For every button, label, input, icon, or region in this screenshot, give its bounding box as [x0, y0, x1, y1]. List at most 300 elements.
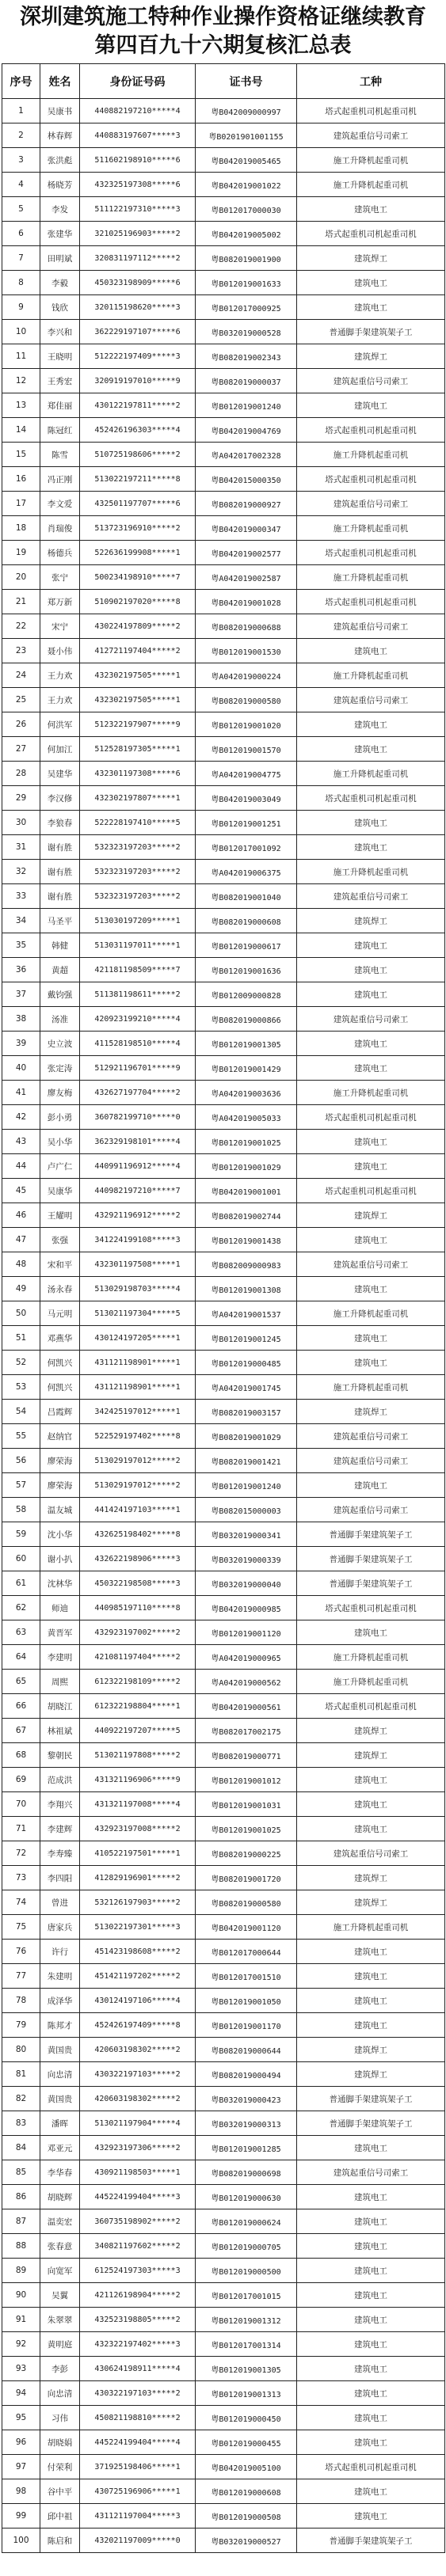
cell-job-type: 建筑电工 — [297, 1473, 445, 1498]
cell-seq: 57 — [2, 1473, 40, 1498]
table-row — [2, 835, 445, 860]
cell-cert-number: 粤B0201901001155 — [196, 123, 297, 148]
cell-id-number: 432325197308*****6 — [80, 173, 196, 197]
cell-job-type: 建筑起重信号司索工 — [297, 492, 445, 516]
cell-name: 冯正刚 — [40, 467, 80, 492]
cell-name: 张宁 — [40, 565, 80, 590]
cell-id-number: 513029197012*****2 — [80, 1449, 196, 1473]
table-row — [2, 1743, 445, 1768]
cell-seq: 23 — [2, 639, 40, 663]
cell-id-number: 412829196901*****2 — [80, 1866, 196, 1890]
cell-id-number: 511602198910*****6 — [80, 148, 196, 173]
cell-job-type: 建筑焊工 — [297, 1743, 445, 1768]
cell-job-type: 塔式起重机司机起重司机 — [297, 467, 445, 492]
cell-cert-number: 粤B012017001015 — [196, 2283, 297, 2308]
cell-job-type: 施工升降机起重司机 — [297, 860, 445, 884]
table-row — [2, 2455, 445, 2479]
table-row — [2, 2259, 445, 2283]
table-row — [2, 418, 445, 443]
cell-cert-number: 粤B012019001313 — [196, 2381, 297, 2406]
cell-job-type: 塔式起重机司机起重司机 — [297, 541, 445, 565]
table-row — [2, 1890, 445, 1915]
cell-id-number: 451423198608*****2 — [80, 1940, 196, 1964]
table-header — [2, 64, 445, 99]
cell-cert-number: 粤B032019000527 — [196, 2529, 297, 2553]
cell-cert-number: 粤B012017001510 — [196, 1964, 297, 1989]
cell-seq: 30 — [2, 811, 40, 835]
cell-id-number: 371925198406*****1 — [80, 2455, 196, 2479]
cell-seq: 81 — [2, 2062, 40, 2087]
cell-id-number: 421126198904*****2 — [80, 2283, 196, 2308]
cell-seq: 64 — [2, 1645, 40, 1670]
cell-id-number: 340821197602*****2 — [80, 2234, 196, 2259]
table-row — [2, 2038, 445, 2062]
cell-name: 黄国贵 — [40, 2038, 80, 2062]
cell-name: 杨晓芳 — [40, 173, 80, 197]
cell-id-number: 420603198302*****2 — [80, 2038, 196, 2062]
cell-cert-number: 粤B012019001429 — [196, 1056, 297, 1081]
cell-name: 温奕宏 — [40, 2209, 80, 2234]
cell-seq: 46 — [2, 1203, 40, 1228]
cell-cert-number: 粤B082019001421 — [196, 1449, 297, 1473]
cell-seq: 87 — [2, 2209, 40, 2234]
table-row — [2, 1817, 445, 1841]
table-row — [2, 516, 445, 541]
table-row — [2, 1571, 445, 1596]
cell-name: 彭小勇 — [40, 1105, 80, 1130]
cell-job-type: 建筑起重信号司索工 — [297, 1252, 445, 1277]
cell-id-number: 432627197704*****2 — [80, 1081, 196, 1105]
cell-seq: 37 — [2, 982, 40, 1007]
cell-id-number: 430124197205*****1 — [80, 1326, 196, 1351]
cell-job-type: 建筑电工 — [297, 982, 445, 1007]
cell-job-type: 建筑电工 — [297, 1228, 445, 1252]
cell-seq: 67 — [2, 1719, 40, 1743]
cell-job-type: 建筑电工 — [297, 2406, 445, 2430]
cell-cert-number: 粤B082019002343 — [196, 344, 297, 369]
cell-job-type: 建筑焊工 — [297, 2038, 445, 2062]
cell-seq: 77 — [2, 1964, 40, 1989]
cell-seq: 98 — [2, 2479, 40, 2504]
cell-cert-number: 粤B042019000347 — [196, 516, 297, 541]
cell-seq: 100 — [2, 2529, 40, 2553]
cell-cert-number: 粤B082019003157 — [196, 1400, 297, 1424]
cell-cert-number: 粤B012019001012 — [196, 1768, 297, 1792]
cell-job-type: 建筑电工 — [297, 737, 445, 762]
table-row — [2, 1449, 445, 1473]
cell-cert-number: 粤B012019001031 — [196, 1792, 297, 1817]
cell-job-type: 建筑起重信号司索工 — [297, 614, 445, 639]
table-row — [2, 1105, 445, 1130]
cell-cert-number: 粤B032019000313 — [196, 2111, 297, 2136]
cell-seq: 99 — [2, 2504, 40, 2529]
table-row — [2, 173, 445, 197]
cell-cert-number: 粤B042019005465 — [196, 148, 297, 173]
cell-id-number: 431321196906*****9 — [80, 1768, 196, 1792]
cell-cert-number: 粤A042019006375 — [196, 860, 297, 884]
cell-id-number: 510902197020*****8 — [80, 590, 196, 614]
table-row — [2, 2430, 445, 2455]
cell-job-type: 施工升降机起重司机 — [297, 148, 445, 173]
cell-name: 吴翼 — [40, 2283, 80, 2308]
cell-job-type: 建筑焊工 — [297, 1400, 445, 1424]
table-row — [2, 590, 445, 614]
cell-job-type: 普通脚手架建筑架子工 — [297, 1522, 445, 1547]
cell-name: 李寿臻 — [40, 1841, 80, 1866]
cell-job-type: 建筑起重信号司索工 — [297, 2160, 445, 2185]
cell-job-type: 施工升降机起重司机 — [297, 663, 445, 688]
cell-seq: 45 — [2, 1179, 40, 1203]
cell-id-number: 430725196906*****1 — [80, 2479, 196, 2504]
cell-job-type: 建筑起重信号司索工 — [297, 1498, 445, 1522]
cell-name: 郑万新 — [40, 590, 80, 614]
cell-name: 林春辉 — [40, 123, 80, 148]
cell-job-type: 建筑焊工 — [297, 909, 445, 933]
cell-cert-number: 粤B082019000037 — [196, 369, 297, 393]
cell-job-type: 建筑焊工 — [297, 1890, 445, 1915]
roster-table — [2, 63, 445, 2553]
cell-job-type: 建筑电工 — [297, 2430, 445, 2455]
cell-name: 朱翠翠 — [40, 2308, 80, 2332]
cell-seq: 55 — [2, 1424, 40, 1449]
cell-id-number: 432302197807*****1 — [80, 786, 196, 811]
cell-id-number: 432301197308*****6 — [80, 762, 196, 786]
cell-name: 李兴和 — [40, 320, 80, 344]
cell-id-number: 532323197203*****2 — [80, 884, 196, 909]
cell-name: 谢有胜 — [40, 835, 80, 860]
cell-job-type: 建筑起重信号司索工 — [297, 884, 445, 909]
table-row — [2, 99, 445, 123]
cell-id-number: 532323197203*****2 — [80, 860, 196, 884]
cell-name: 胡晓娟 — [40, 2430, 80, 2455]
cell-cert-number: 粤B082019000608 — [196, 909, 297, 933]
cell-seq: 91 — [2, 2308, 40, 2332]
cell-job-type: 塔式起重机司机起重司机 — [297, 222, 445, 246]
cell-seq: 28 — [2, 762, 40, 786]
cell-seq: 78 — [2, 1989, 40, 2013]
table-row — [2, 271, 445, 295]
cell-id-number: 432923197008*****2 — [80, 1817, 196, 1841]
cell-seq: 11 — [2, 344, 40, 369]
cell-cert-number: 粤B082019001029 — [196, 1424, 297, 1449]
cell-id-number: 532323197203*****2 — [80, 835, 196, 860]
cell-seq: 26 — [2, 712, 40, 737]
cell-id-number: 432625198402*****8 — [80, 1522, 196, 1547]
cell-id-number: 440985197110*****8 — [80, 1596, 196, 1620]
cell-seq: 38 — [2, 1007, 40, 1032]
cell-seq: 42 — [2, 1105, 40, 1130]
cell-name: 黄晋军 — [40, 1620, 80, 1645]
cell-name: 李汉修 — [40, 786, 80, 811]
cell-seq: 44 — [2, 1154, 40, 1179]
cell-job-type: 施工升降机起重司机 — [297, 1375, 445, 1400]
cell-cert-number: 粤B012019001240 — [196, 1473, 297, 1498]
cell-seq: 8 — [2, 271, 40, 295]
cell-id-number: 451421197202*****2 — [80, 1964, 196, 1989]
cell-id-number: 522636199908*****1 — [80, 541, 196, 565]
table-row — [2, 1400, 445, 1424]
cell-seq: 85 — [2, 2160, 40, 2185]
cell-seq: 70 — [2, 1792, 40, 1817]
cell-cert-number: 粤B012019001530 — [196, 639, 297, 663]
cell-job-type: 施工升降机起重司机 — [297, 762, 445, 786]
cell-job-type: 普通脚手架建筑架子工 — [297, 2529, 445, 2553]
cell-name: 范成洪 — [40, 1768, 80, 1792]
cell-id-number: 432921196912*****2 — [80, 1203, 196, 1228]
cell-name: 何加江 — [40, 737, 80, 762]
cell-name: 宋和平 — [40, 1252, 80, 1277]
cell-cert-number: 粤A042019004775 — [196, 762, 297, 786]
cell-seq: 58 — [2, 1498, 40, 1522]
cell-id-number: 513022197211*****8 — [80, 467, 196, 492]
cell-cert-number: 粤B082019002744 — [196, 1203, 297, 1228]
table-row — [2, 1866, 445, 1890]
cell-job-type: 建筑电工 — [297, 1056, 445, 1081]
table-row — [2, 2062, 445, 2087]
cell-cert-number: 粤B012017000644 — [196, 1940, 297, 1964]
cell-seq: 50 — [2, 1301, 40, 1326]
cell-seq: 2 — [2, 123, 40, 148]
cell-job-type: 建筑电工 — [297, 2381, 445, 2406]
cell-job-type: 建筑焊工 — [297, 344, 445, 369]
cell-seq: 17 — [2, 492, 40, 516]
cell-cert-number: 粤B012017000925 — [196, 295, 297, 320]
cell-cert-number: 粤B042019002577 — [196, 541, 297, 565]
cell-job-type: 塔式起重机司机起重司机 — [297, 1694, 445, 1719]
cell-name: 向忠清 — [40, 2381, 80, 2406]
cell-id-number: 512921196701*****9 — [80, 1056, 196, 1081]
cell-name: 林祖斌 — [40, 1719, 80, 1743]
cell-id-number: 522529197402*****8 — [80, 1424, 196, 1449]
cell-cert-number: 粤B042019005002 — [196, 222, 297, 246]
cell-job-type: 施工升降机起重司机 — [297, 1301, 445, 1326]
cell-name: 杨德兵 — [40, 541, 80, 565]
cell-job-type: 建筑电工 — [297, 197, 445, 222]
cell-name: 陈启和 — [40, 2529, 80, 2553]
table-row — [2, 393, 445, 418]
cell-name: 习伟 — [40, 2406, 80, 2430]
cell-name: 吴建华 — [40, 762, 80, 786]
cell-cert-number: 粤B012019001170 — [196, 2013, 297, 2038]
table-row — [2, 958, 445, 982]
cell-job-type: 建筑电工 — [297, 811, 445, 835]
cell-cert-number: 粤B012019001025 — [196, 1817, 297, 1841]
table-row — [2, 492, 445, 516]
cell-cert-number: 粤A042019002587 — [196, 565, 297, 590]
cell-seq: 69 — [2, 1768, 40, 1792]
cell-cert-number: 粤A042019000965 — [196, 1645, 297, 1670]
cell-cert-number: 粤B012017000030 — [196, 197, 297, 222]
cell-job-type: 塔式起重机司机起重司机 — [297, 418, 445, 443]
cell-cert-number: 粤B082009000983 — [196, 1252, 297, 1277]
cell-id-number: 513022197301*****3 — [80, 1915, 196, 1940]
table-row — [2, 1719, 445, 1743]
cell-job-type: 建筑焊工 — [297, 2062, 445, 2087]
cell-name: 马元明 — [40, 1301, 80, 1326]
cell-cert-number: 粤B082019000225 — [196, 1841, 297, 1866]
cell-job-type: 施工升降机起重司机 — [297, 516, 445, 541]
cell-id-number: 420603198302*****2 — [80, 2087, 196, 2111]
table-row — [2, 565, 445, 590]
table-row — [2, 467, 445, 492]
cell-id-number: 430124197106*****4 — [80, 1989, 196, 2013]
cell-seq: 60 — [2, 1547, 40, 1571]
cell-name: 马圣平 — [40, 909, 80, 933]
cell-cert-number: 粤B082019000866 — [196, 1007, 297, 1032]
cell-job-type: 建筑起重信号司索工 — [297, 123, 445, 148]
cell-job-type: 普通脚手架建筑架子工 — [297, 1571, 445, 1596]
table-row — [2, 909, 445, 933]
cell-job-type: 建筑电工 — [297, 1792, 445, 1817]
cell-cert-number: 粤B012017001092 — [196, 835, 297, 860]
table-row — [2, 1473, 445, 1498]
cell-seq: 89 — [2, 2259, 40, 2283]
cell-job-type: 建筑焊工 — [297, 246, 445, 271]
table-row — [2, 1547, 445, 1571]
cell-seq: 5 — [2, 197, 40, 222]
cell-cert-number: 粤B082019000688 — [196, 614, 297, 639]
cell-id-number: 513021197304*****5 — [80, 1301, 196, 1326]
cell-name: 汤准 — [40, 1007, 80, 1032]
cell-job-type: 建筑电工 — [297, 1964, 445, 1989]
cell-name: 张强 — [40, 1228, 80, 1252]
cell-cert-number: 粤B032019000423 — [196, 2087, 297, 2111]
cell-name: 何洪军 — [40, 712, 80, 737]
table-row — [2, 811, 445, 835]
table-row — [2, 663, 445, 688]
cell-job-type: 建筑电工 — [297, 1154, 445, 1179]
cell-name: 廖友梅 — [40, 1081, 80, 1105]
table-row — [2, 2406, 445, 2430]
cell-cert-number: 粤B082019000580 — [196, 688, 297, 712]
cell-id-number: 522228197410*****5 — [80, 811, 196, 835]
cell-id-number: 320115198620*****3 — [80, 295, 196, 320]
cell-id-number: 432302197505*****1 — [80, 663, 196, 688]
table-row — [2, 1130, 445, 1154]
cell-seq: 33 — [2, 884, 40, 909]
cell-name: 王晓明 — [40, 344, 80, 369]
cell-job-type: 建筑电工 — [297, 1989, 445, 2013]
cell-id-number: 432523198805*****2 — [80, 2308, 196, 2332]
cell-id-number: 341224199108*****3 — [80, 1228, 196, 1252]
cell-job-type: 建筑电工 — [297, 393, 445, 418]
cell-job-type: 建筑起重信号司索工 — [297, 1424, 445, 1449]
cell-id-number: 362329198101*****4 — [80, 1130, 196, 1154]
cell-id-number: 412721197404*****2 — [80, 639, 196, 663]
cell-name: 肖瑞俊 — [40, 516, 80, 541]
document-title — [0, 0, 446, 63]
table-row — [2, 1989, 445, 2013]
cell-cert-number: 粤B012019000624 — [196, 2209, 297, 2234]
table-row — [2, 2087, 445, 2111]
cell-job-type: 建筑电工 — [297, 835, 445, 860]
cell-id-number: 430921198503*****1 — [80, 2160, 196, 2185]
cell-job-type: 普通脚手架建筑架子工 — [297, 1547, 445, 1571]
table-row — [2, 933, 445, 958]
cell-cert-number: 粤B012019001308 — [196, 1277, 297, 1301]
cell-cert-number: 粤A042019000224 — [196, 663, 297, 688]
cell-seq: 62 — [2, 1596, 40, 1620]
cell-id-number: 362229197107*****6 — [80, 320, 196, 344]
cell-seq: 48 — [2, 1252, 40, 1277]
table-row — [2, 1841, 445, 1866]
cell-seq: 54 — [2, 1400, 40, 1424]
cell-seq: 22 — [2, 614, 40, 639]
cell-seq: 84 — [2, 2136, 40, 2160]
cell-id-number: 445224199404*****4 — [80, 2430, 196, 2455]
table-row — [2, 1326, 445, 1351]
cell-name: 曾进 — [40, 1890, 80, 1915]
cell-job-type: 建筑焊工 — [297, 1203, 445, 1228]
cell-seq: 49 — [2, 1277, 40, 1301]
table-row — [2, 712, 445, 737]
cell-cert-number: 粤B012019001633 — [196, 271, 297, 295]
cell-id-number: 441424197103*****1 — [80, 1498, 196, 1522]
header-job-type: 工种 — [297, 64, 445, 99]
cell-name: 吕霞辉 — [40, 1400, 80, 1424]
cell-cert-number: 粤B012019001025 — [196, 1130, 297, 1154]
cell-id-number: 440883197607*****3 — [80, 123, 196, 148]
cell-cert-number: 粤B012019001305 — [196, 2357, 297, 2381]
table-row — [2, 1645, 445, 1670]
cell-name: 史立波 — [40, 1032, 80, 1056]
cell-cert-number: 粤B082019000771 — [196, 1743, 297, 1768]
cell-cert-number: 粤B012019001251 — [196, 811, 297, 835]
cell-cert-number: 粤B012019001285 — [196, 2136, 297, 2160]
table-row — [2, 369, 445, 393]
header-id-number: 身份证号码 — [80, 64, 196, 99]
cell-id-number: 612524197303*****3 — [80, 2259, 196, 2283]
cell-id-number: 430322197103*****2 — [80, 2062, 196, 2087]
table-row — [2, 2308, 445, 2332]
table-row — [2, 222, 445, 246]
cell-seq: 80 — [2, 2038, 40, 2062]
table-row — [2, 1964, 445, 1989]
cell-cert-number: 粤B012019001570 — [196, 737, 297, 762]
cell-id-number: 430224197809*****2 — [80, 614, 196, 639]
cell-cert-number: 粤B012019000617 — [196, 933, 297, 958]
cell-id-number: 511381198611*****2 — [80, 982, 196, 1007]
table-row — [2, 2283, 445, 2308]
cell-name: 胡晓辉 — [40, 2185, 80, 2209]
cell-job-type: 建筑电工 — [297, 2013, 445, 2038]
cell-cert-number: 粤B012019001020 — [196, 712, 297, 737]
cell-job-type: 建筑起重信号司索工 — [297, 688, 445, 712]
cell-cert-number: 粤B042019005100 — [196, 2455, 297, 2479]
cell-name: 陈雪 — [40, 443, 80, 467]
cell-job-type: 建筑电工 — [297, 1032, 445, 1056]
cell-name: 许行 — [40, 1940, 80, 1964]
table-row — [2, 737, 445, 762]
cell-seq: 41 — [2, 1081, 40, 1105]
table-row — [2, 2381, 445, 2406]
cell-job-type: 建筑电工 — [297, 2185, 445, 2209]
cell-id-number: 421081197404*****2 — [80, 1645, 196, 1670]
cell-id-number: 440982197210*****7 — [80, 1179, 196, 1203]
cell-seq: 35 — [2, 933, 40, 958]
table-row — [2, 541, 445, 565]
cell-name: 谢小扒 — [40, 1547, 80, 1571]
cell-job-type: 建筑电工 — [297, 2209, 445, 2234]
table-row — [2, 1670, 445, 1694]
cell-id-number: 532126197903*****2 — [80, 1890, 196, 1915]
cell-job-type: 塔式起重机司机起重司机 — [297, 786, 445, 811]
cell-seq: 43 — [2, 1130, 40, 1154]
cell-name: 郑佳丽 — [40, 393, 80, 418]
cell-seq: 61 — [2, 1571, 40, 1596]
cell-seq: 1 — [2, 99, 40, 123]
cell-name: 廖荣海 — [40, 1449, 80, 1473]
